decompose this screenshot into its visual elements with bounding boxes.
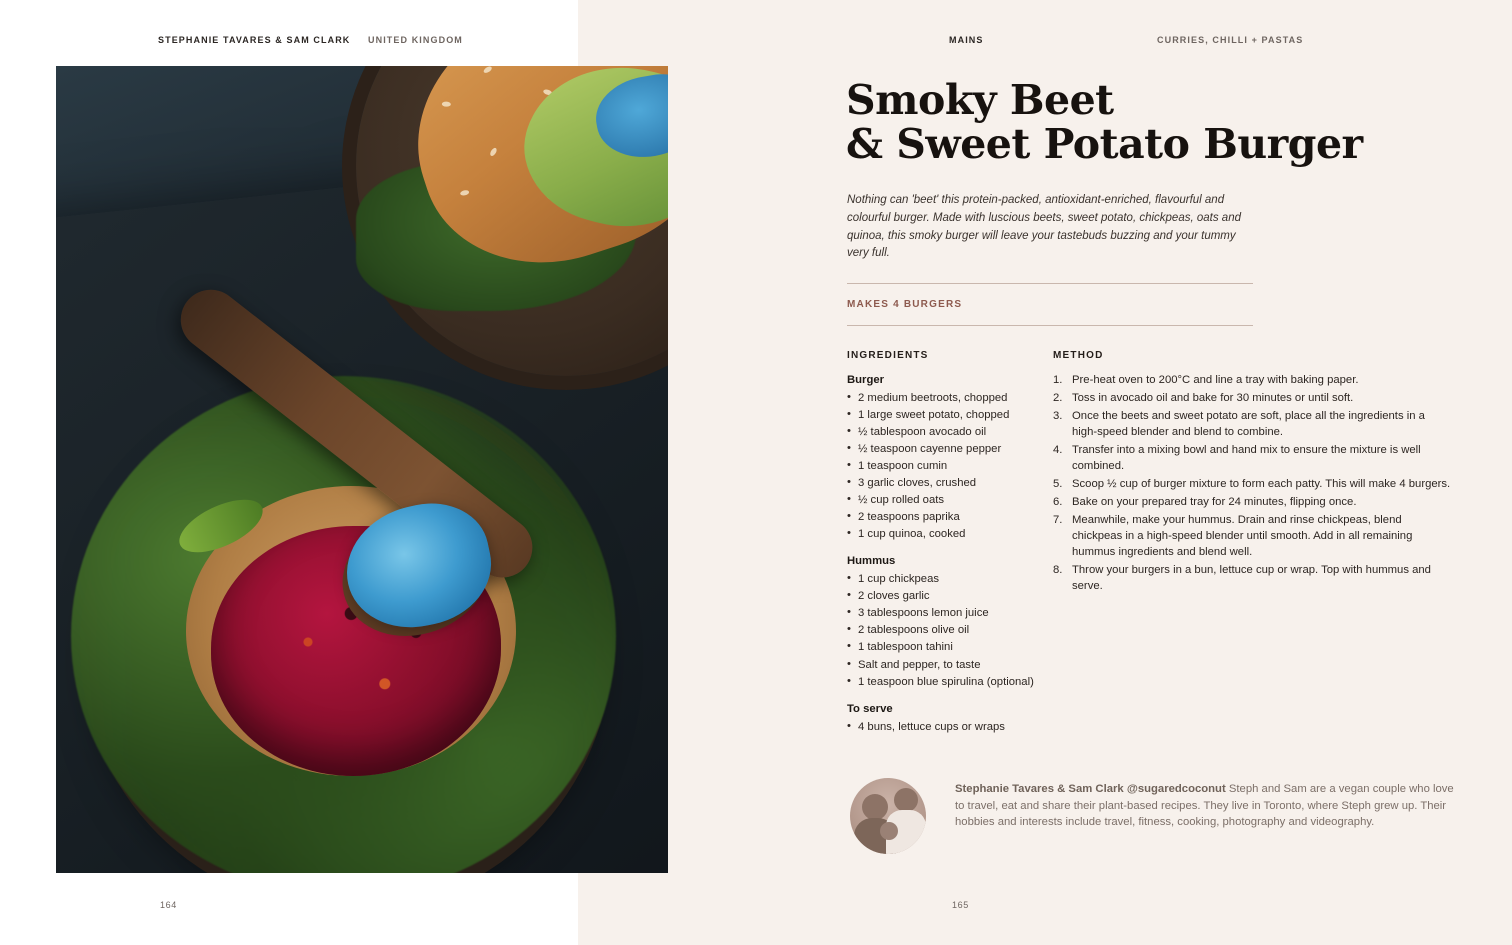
list-item: • 1 large sweet potato, chopped [847, 407, 1037, 423]
avatar [850, 778, 926, 854]
list-item: • ½ tablespoon avocado oil [847, 424, 1037, 440]
ingredient-list [847, 571, 1037, 689]
list-item: • ½ teaspoon cayenne pepper [847, 441, 1037, 457]
list-item: • 1 cup chickpeas [847, 571, 1037, 587]
method-list [1053, 372, 1453, 594]
page-number-right: 165 [952, 900, 969, 910]
recipe-yield: MAKES 4 BURGERS [847, 299, 963, 310]
method-heading: METHOD [1053, 350, 1104, 361]
author-bio-name: Stephanie Tavares & Sam Clark @sugaredcoconut [955, 783, 1226, 795]
avatar-figure-head-right [894, 788, 918, 812]
author-bio-description: Steph and Sam are a vegan couple who love to travel, eat and share their plant-based recipes. They live in Toronto, where Steph grew up. Their hobbies and interests include travel, fitness, cooking, photography and videography. [955, 783, 1454, 829]
ingredient-group-title: Hummus [847, 555, 896, 568]
list-item: • Salt and pepper, to taste [847, 657, 1037, 673]
list-item: • 4 buns, lettuce cups or wraps [847, 719, 1037, 735]
list-item: Throw your burgers in a bun, lettuce cup or wrap. Top with hummus and serve. [1072, 564, 1431, 593]
avatar-figure-head-center [880, 822, 898, 840]
right-page [578, 0, 1512, 945]
page-title [846, 78, 1506, 167]
list-item: • 1 cup quinoa, cooked [847, 526, 1037, 542]
list-item: Scoop ½ cup of burger mixture to form each patty. This will make 4 burgers. [1072, 478, 1451, 491]
list-item: • 3 garlic cloves, crushed [847, 475, 1037, 491]
recipe-title-line-2: & Sweet Potato Burger [846, 120, 1363, 169]
recipe-title-line-1: Smoky Beet [846, 76, 1114, 124]
list-item: • 1 teaspoon blue spirulina (optional) [847, 674, 1037, 690]
method-column [1053, 372, 1453, 596]
list-item: Pre-heat oven to 200°C and line a tray with baking paper. [1072, 374, 1359, 386]
recipe-intro: Nothing can 'beet' this protein-packed, antioxidant-enriched, flavourful and colourful burger. Made with luscious beets, sweet potato, chickpeas, oats and quinoa, this smoky burger will leave your tastebuds buzzing and your tummy very full. [847, 194, 1241, 260]
list-item: • 2 cloves garlic [847, 588, 1037, 604]
recipe-photo [56, 66, 668, 873]
page-number-left: 164 [160, 900, 177, 910]
header-country: UNITED KINGDOM [368, 35, 463, 45]
ingredient-list [847, 719, 1037, 735]
list-item: Bake on your prepared tray for 24 minutes, flipping once. [1072, 496, 1357, 509]
header-authors: STEPHANIE TAVARES & SAM CLARK [158, 35, 351, 45]
list-item: Meanwhile, make your hummus. Drain and rinse chickpeas, blend chickpeas in a high-speed blender until smooth. Add in all remaining hummus ingredients and blend well. [1072, 514, 1413, 559]
header-chapter: CURRIES, CHILLI + PASTAS [1157, 35, 1304, 45]
ingredients-heading: INGREDIENTS [847, 350, 929, 361]
divider-top [847, 283, 1253, 284]
list-item: Toss in avocado oil and bake for 30 minutes or until soft. [1072, 392, 1354, 405]
list-item: • 2 tablespoons olive oil [847, 622, 1037, 638]
list-item: • 2 teaspoons paprika [847, 509, 1037, 525]
ingredients-column [847, 372, 1037, 736]
ingredient-group-title: Burger [847, 374, 885, 386]
avatar-figure-head-left [862, 794, 888, 820]
ingredient-group-title: To serve [847, 702, 893, 715]
list-item: • 3 tablespoons lemon juice [847, 605, 1037, 621]
header-section: MAINS [949, 35, 984, 45]
list-item: • 2 medium beetroots, chopped [847, 390, 1037, 406]
list-item: • ½ cup rolled oats [847, 492, 1037, 508]
divider-bottom [847, 325, 1253, 326]
list-item: Transfer into a mixing bowl and hand mix to ensure the mixture is well combined. [1072, 444, 1421, 473]
list-item: • 1 tablespoon tahini [847, 639, 1037, 655]
list-item: • 1 teaspoon cumin [847, 458, 1037, 474]
left-page [0, 0, 578, 945]
list-item: Once the beets and sweet potato are soft, place all the ingredients in a high-speed blender and blend to combine. [1072, 410, 1425, 439]
ingredient-list [847, 390, 1037, 542]
author-bio-text [955, 781, 1455, 831]
